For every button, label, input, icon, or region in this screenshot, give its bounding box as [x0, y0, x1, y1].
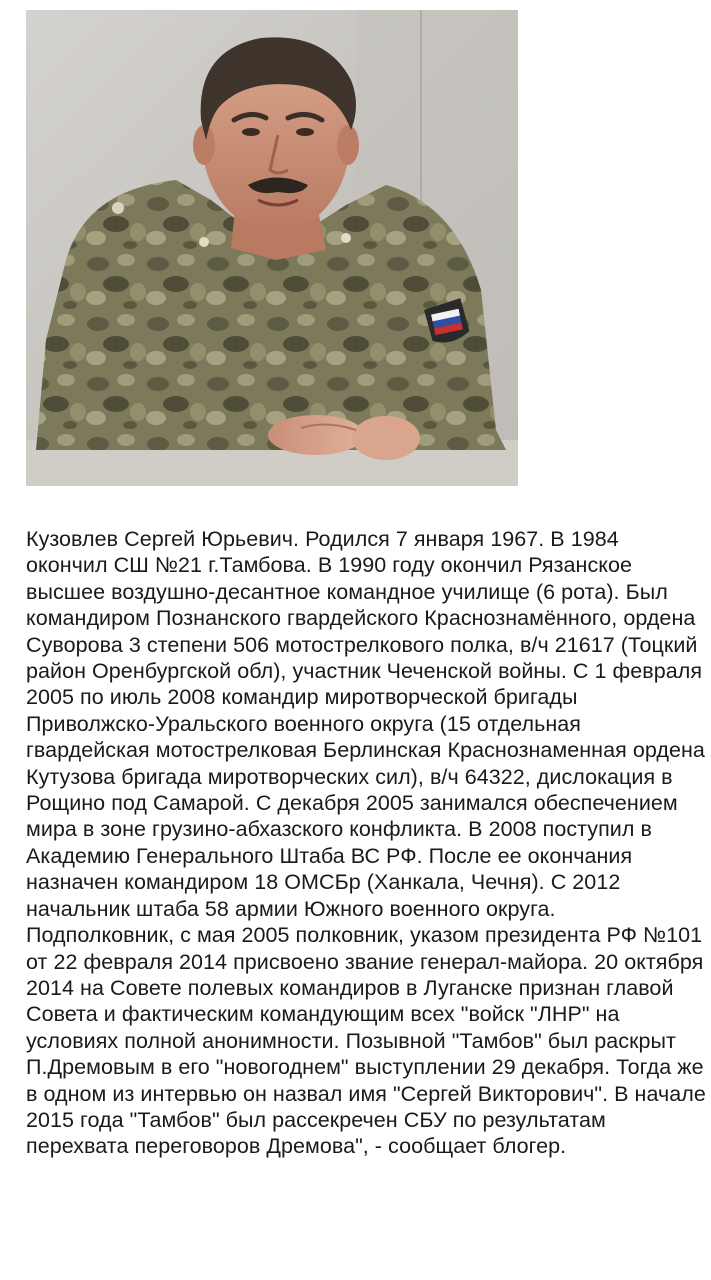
article-text: Кузовлев Сергей Юрьевич. Родился 7 января 1967. В 1984 окончил СШ №21 г.Тамбова. В 1990 году окончил Рязанское высшее воздушно-десантное командное училище (6 рота). Был командиром Познанского гвардейского Краснознамённого, ордена Суворова 3 степени 506 мотострелкового полка, в/ч 21617 (Тоцкий район Оренбургской обл), участник Чеченской войны. С 1 февраля 2005 по июль 2008 командир миротворческой бригады Приволжско-Уральского военного округа (15 отдельная гвардейская мотострелковая Берлинская Краснознаменная ордена Кутузова бригада миротворческих сил), в/ч 64322, дислокация в Рощино под Самарой. С декабря 2005 занимался обеспечением мира в зоне грузино-абхазского конфликта. В 2008 поступил в Академию Генерального Штаба ВС РФ. После ее окончания назначен командиром 18 ОМСБр (Ханкала, Чечня). С 2012 начальник штаба 58 армии Южного военного округа. Подполковник, с мая 2005 полковник, указом президента РФ №101 от 22 февраля 2014 присвоено звание генерал-майора. 20 октября 2014 на Совете полевых командиров в Луганске признан главой Совета и фактическим командующим всех "войск "ЛНР" на условиях полной анонимности. Позывной "Тамбов" был раскрыт П.Дремовым в его "новогоднем" выступлении 29 декабря. Тогда же в одном из интервью он назвал имя "Сергей Викторович". В начале 2015 года "Тамбов" был рассекречен СБУ по результатам перехвата переговоров Дремова", - сообщает блогер. — [26, 527, 706, 1159]
portrait-illustration — [26, 10, 518, 486]
portrait-photo — [26, 10, 518, 486]
